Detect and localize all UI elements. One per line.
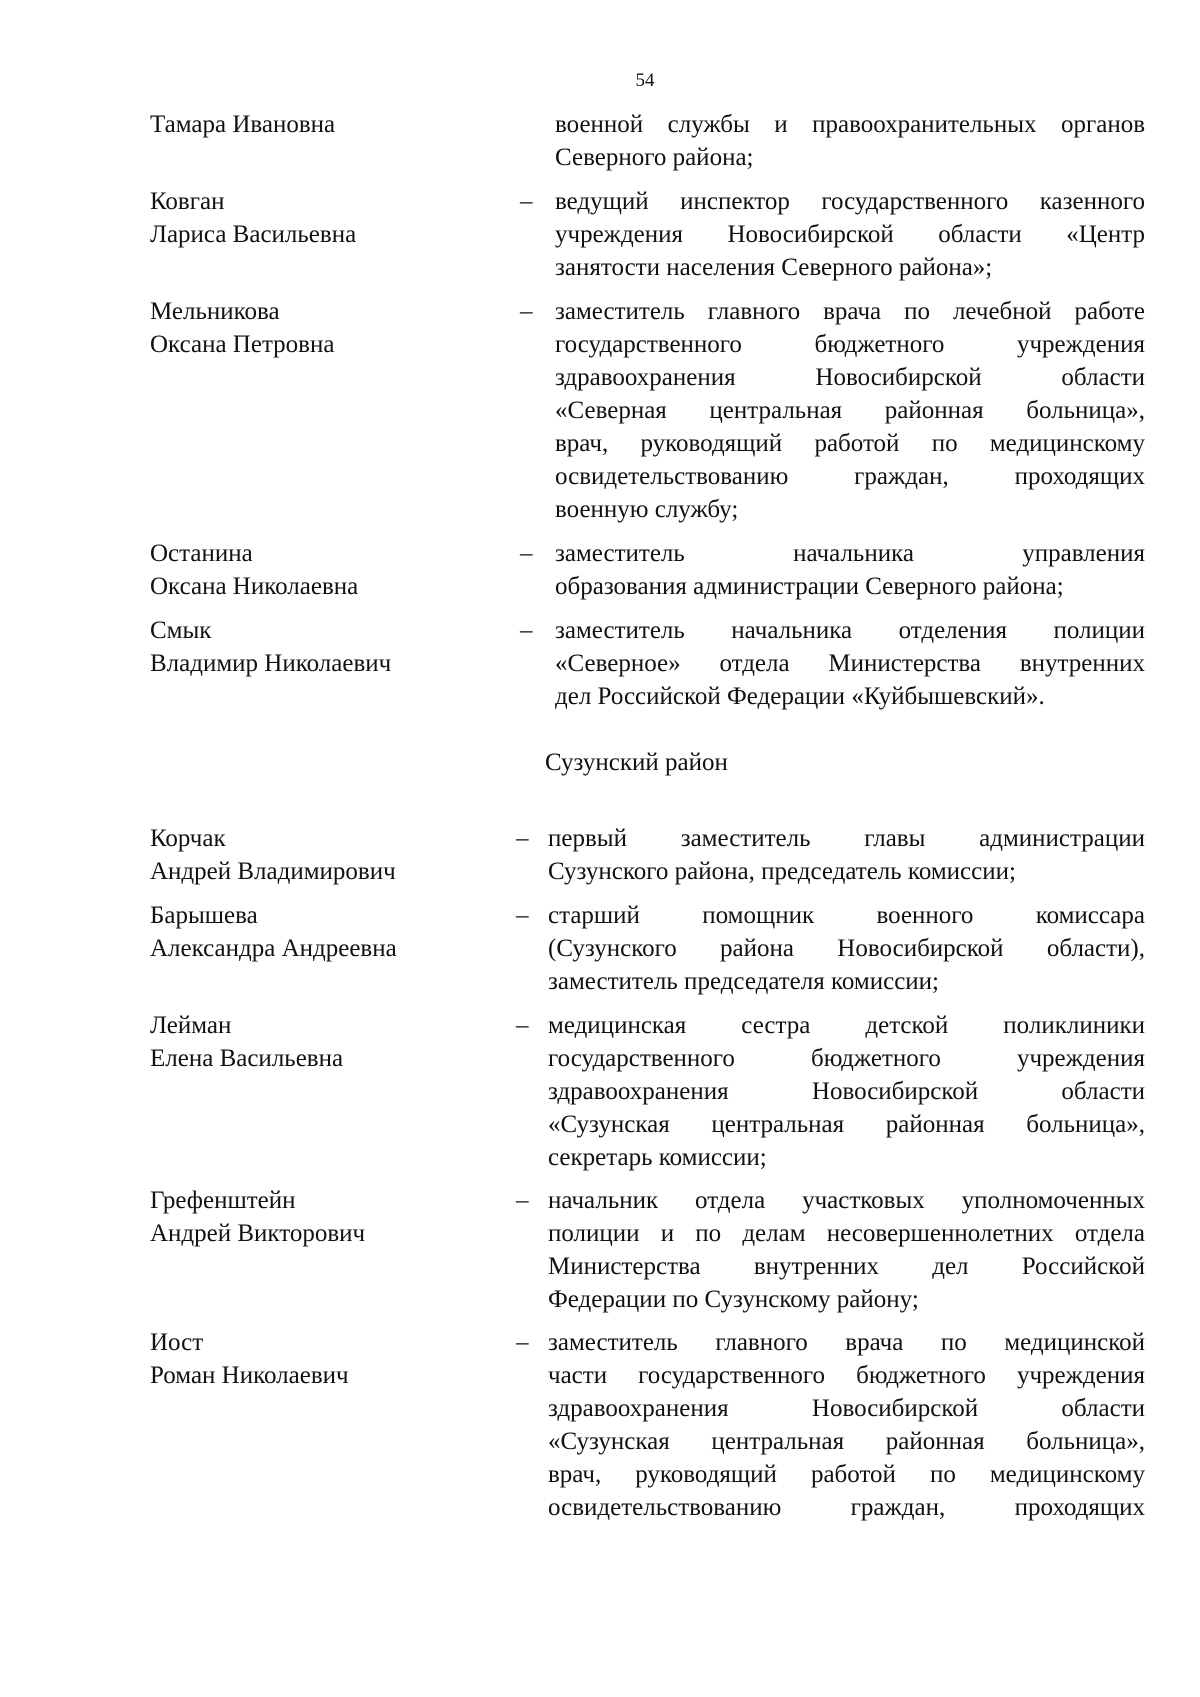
member-given-names: Оксана Николаевна <box>150 573 359 600</box>
position-line: Северного района; <box>555 144 754 171</box>
position-line: Федерации по Сузунскому району; <box>548 1286 919 1313</box>
position-line: здравоохранения Новосибирской области <box>548 1395 1145 1422</box>
member-position <box>555 537 1145 603</box>
position-line: секретарь комиссии; <box>548 1144 767 1171</box>
member-surname: Смык <box>150 617 212 644</box>
position-line: заместитель начальника управления <box>555 540 1145 567</box>
member-name <box>150 822 510 888</box>
member-name <box>150 1009 510 1075</box>
position-line: «Северная центральная районная больница», <box>555 397 1145 424</box>
position-line: заместитель начальника отделения полиции <box>555 617 1145 644</box>
position-line: части государственного бюджетного учреждения <box>548 1362 1145 1389</box>
member-name <box>150 537 510 603</box>
member-given-names: Андрей Владимирович <box>150 858 396 885</box>
member-surname: Лейман <box>150 1012 232 1039</box>
dash-separator: – <box>520 540 533 567</box>
dash-separator: – <box>520 298 533 325</box>
dash-separator: – <box>516 902 529 929</box>
position-line: старший помощник военного комиссара <box>548 902 1145 929</box>
member-given-names: Елена Васильевна <box>150 1045 344 1072</box>
position-line: здравоохранения Новосибирской области <box>555 364 1145 391</box>
member-given-names: Роман Николаевич <box>150 1362 349 1389</box>
member-position <box>548 899 1145 998</box>
position-line: заместитель председателя комиссии; <box>548 968 940 995</box>
member-surname: Корчак <box>150 825 226 852</box>
member-given-names: Владимир Николаевич <box>150 650 392 677</box>
position-line: первый заместитель главы администрации <box>548 825 1145 852</box>
position-line: военную службу; <box>555 496 739 523</box>
dash-separator: – <box>516 1329 529 1356</box>
dash-separator: – <box>520 188 533 215</box>
member-given-names: Лариса Васильевна <box>150 221 357 248</box>
position-line: полиции и по делам несовершеннолетних отдела <box>548 1220 1145 1247</box>
position-line: государственного бюджетного учреждения <box>555 331 1145 358</box>
member-name <box>150 899 510 965</box>
member-name <box>150 108 510 141</box>
position-line: государственного бюджетного учреждения <box>548 1045 1145 1072</box>
member-name <box>150 185 510 251</box>
position-line: Министерства внутренних дел Российской <box>548 1253 1145 1280</box>
position-line: медицинская сестра детской поликлиники <box>548 1012 1145 1039</box>
position-line: «Сузунская центральная районная больница», <box>548 1428 1145 1455</box>
position-line: занятости населения Северного района»; <box>555 254 993 281</box>
dash-separator: – <box>520 617 533 644</box>
member-name <box>150 295 510 361</box>
position-line: «Северное» отдела Министерства внутренних <box>555 650 1145 677</box>
member-surname: Ковган <box>150 188 225 215</box>
dash-separator: – <box>516 1187 529 1214</box>
member-surname: Грефенштейн <box>150 1187 296 1214</box>
dash-separator: – <box>516 825 529 852</box>
position-line: заместитель главного врача по лечебной работе <box>555 298 1145 325</box>
member-surname: Барышева <box>150 902 258 929</box>
member-position <box>548 822 1145 888</box>
position-line: образования администрации Северного района; <box>555 573 1064 600</box>
position-line: Сузунского района, председатель комиссии; <box>548 858 1016 885</box>
member-name <box>150 1184 510 1250</box>
position-line: заместитель главного врача по медицинской <box>548 1329 1145 1356</box>
member-position <box>555 614 1145 713</box>
position-line: врач, руководящий работой по медицинскому <box>555 430 1145 457</box>
position-line: военной службы и правоохранительных органов <box>555 111 1145 138</box>
page-number: 54 <box>635 70 655 91</box>
position-line: врач, руководящий работой по медицинскому <box>548 1461 1145 1488</box>
member-name <box>150 614 510 680</box>
member-position <box>555 185 1145 284</box>
member-full-name: Тамара Ивановна <box>150 111 336 138</box>
section-heading: Сузунский район <box>545 749 728 776</box>
position-line: освидетельствованию граждан, проходящих <box>548 1494 1145 1521</box>
member-surname: Останина <box>150 540 253 567</box>
position-line: учреждения Новосибирской области «Центр <box>555 221 1145 248</box>
position-line: начальник отдела участковых уполномоченных <box>548 1187 1145 1214</box>
member-given-names: Андрей Викторович <box>150 1220 366 1247</box>
member-surname: Иост <box>150 1329 204 1356</box>
position-line: ведущий инспектор государственного казенного <box>555 188 1145 215</box>
position-line: дел Российской Федерации «Куйбышевский». <box>555 683 1045 710</box>
position-line: здравоохранения Новосибирской области <box>548 1078 1145 1105</box>
member-position <box>548 1326 1145 1524</box>
dash-separator: – <box>516 1012 529 1039</box>
member-position <box>555 295 1145 526</box>
position-line: освидетельствованию граждан, проходящих <box>555 463 1145 490</box>
position-line: «Сузунская центральная районная больница», <box>548 1111 1145 1138</box>
member-given-names: Александра Андреевна <box>150 935 397 962</box>
member-given-names: Оксана Петровна <box>150 331 335 358</box>
member-position <box>548 1184 1145 1316</box>
member-name <box>150 1326 510 1392</box>
position-line: (Сузунского района Новосибирской области), <box>548 935 1145 962</box>
member-position <box>555 108 1145 174</box>
member-position <box>548 1009 1145 1174</box>
member-surname: Мельникова <box>150 298 280 325</box>
